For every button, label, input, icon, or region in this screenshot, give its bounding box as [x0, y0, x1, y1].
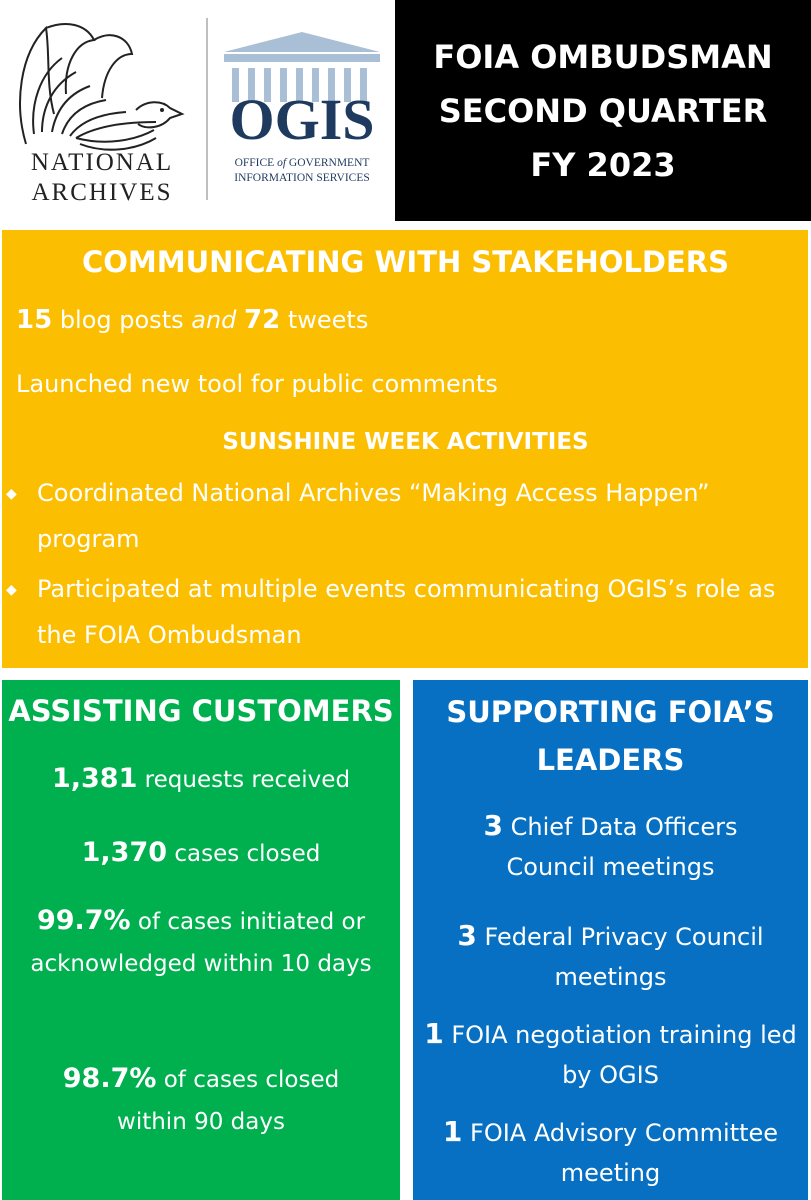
blog-count: 15 [16, 305, 53, 335]
assisting-heading: ASSISTING CUSTOMERS [8, 694, 394, 728]
supporting-panel [413, 680, 808, 1200]
sunshine-item-2: Participated at multiple events communicating OGIS’s role as the FOIA Ombudsman [37, 575, 776, 649]
communicating-heading: COMMUNICATING WITH STAKEHOLDERS [81, 245, 730, 279]
stat-cases-closed: 1,370 cases closed [81, 837, 321, 868]
logo-divider [206, 18, 208, 200]
ogis-wordmark: OGIS [229, 87, 375, 152]
tweet-count: 72 [244, 305, 281, 335]
new-tool-text: Launched new tool for public comments [16, 370, 498, 398]
diamond-bullet-icon: ◆ [6, 486, 17, 502]
stat-privacy-council: 3 Federal Privacy Council meetings [457, 919, 764, 991]
diamond-bullet-icon: ◆ [6, 582, 17, 598]
title-line-1: FOIA OMBUDSMAN [433, 37, 773, 76]
stat-closed-90-days: 98.7% of cases closed within 90 days [62, 1063, 340, 1135]
ogis-full-name-line1: OFFICE of GOVERNMENT [234, 157, 370, 169]
stat-cdo-council: 3 Chief Data Officers Council meetings [483, 809, 738, 881]
stat-cases-initiated: 99.7% of cases initiated or acknowledged within 10 days [30, 905, 372, 977]
supporting-heading: SUPPORTING FOIA’S LEADERS [446, 695, 775, 777]
communicating-panel [2, 230, 808, 668]
ogis-logo [218, 30, 386, 195]
blog-tweet-stat: 15 blog posts and 72 tweets [16, 305, 369, 335]
stat-advisory-committee: 1 FOIA Advisory Committee meeting [442, 1115, 779, 1187]
report-title [395, 0, 811, 221]
title-line-3: FY 2023 [530, 145, 676, 184]
assisting-panel [2, 680, 400, 1200]
national-archives-logo [6, 14, 198, 204]
sunshine-item-1: Coordinated National Archives “Making Access Happen” program [37, 479, 710, 553]
national-archives-wordmark-line1: NATIONAL [30, 149, 174, 176]
stat-negotiation-training: 1 FOIA negotiation training led by OGIS [424, 1017, 797, 1089]
stat-requests-received: 1,381 requests received [51, 763, 351, 794]
national-archives-wordmark-line2: ARCHIVES [31, 179, 173, 206]
sunshine-week-heading: SUNSHINE WEEK ACTIVITIES [222, 429, 589, 455]
ogis-full-name-line2: INFORMATION SERVICES [234, 172, 370, 184]
title-line-2: SECOND QUARTER [438, 91, 768, 130]
